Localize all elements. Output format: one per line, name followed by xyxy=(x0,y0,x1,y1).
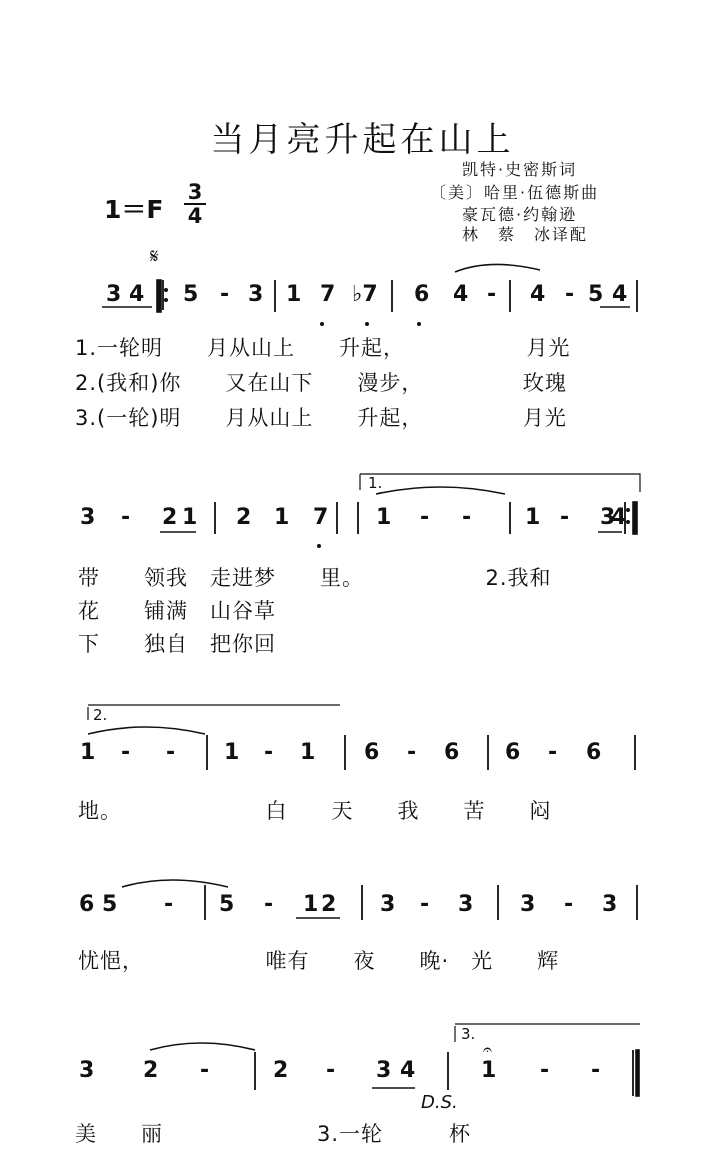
note: 6 xyxy=(414,282,430,307)
note: 1 xyxy=(80,740,96,765)
volta-2: 2. xyxy=(93,706,108,724)
note: - xyxy=(264,892,274,917)
note: - xyxy=(548,740,558,765)
note: 3 xyxy=(380,892,396,917)
note: 4 xyxy=(453,282,469,307)
note: 1 xyxy=(300,740,316,765)
lyric-line-5: 美 丽 3.一轮 杯 xyxy=(75,1122,472,1146)
note: - xyxy=(591,1058,601,1083)
note: - xyxy=(487,282,497,307)
note: 7 xyxy=(320,282,336,307)
note: 3 xyxy=(376,1058,392,1083)
note: 6 xyxy=(79,892,95,917)
note: 5 xyxy=(102,892,118,917)
note: 6 xyxy=(586,740,602,765)
note: 2 xyxy=(162,505,178,530)
note: 3 xyxy=(520,892,536,917)
meter-top: 3 xyxy=(187,180,203,204)
note: 7 xyxy=(313,505,329,530)
page-title: 当月亮升起在山上 xyxy=(210,120,515,160)
note: - xyxy=(121,740,131,765)
note: 3 xyxy=(600,505,616,530)
note: - xyxy=(121,505,131,530)
note: 3 xyxy=(458,892,474,917)
volta-1: 1. xyxy=(368,474,383,492)
note: - xyxy=(565,282,575,307)
note: - xyxy=(326,1058,336,1083)
segno-mark: 𝄋 xyxy=(150,244,159,268)
note: 1 xyxy=(224,740,240,765)
lyric-line-3: 地。 白 天 我 苦 闷 xyxy=(78,799,552,823)
note: - xyxy=(166,740,176,765)
note: ♭7 xyxy=(352,282,378,307)
note: 4 xyxy=(611,505,627,530)
note: 1 xyxy=(303,892,319,917)
note: - xyxy=(407,740,417,765)
note: - xyxy=(164,892,174,917)
lyric-line-4: 忧悒， 唯有 夜 晚· 光 辉 xyxy=(78,949,560,973)
note: 3 xyxy=(79,1058,95,1083)
lyric-line-1-1: 1.一轮明 月从山上 升起， 月光 xyxy=(75,336,571,360)
note: 5 xyxy=(588,282,604,307)
note: 1 xyxy=(481,1058,497,1083)
note: 3 xyxy=(106,282,122,307)
note: - xyxy=(420,892,430,917)
coda-mark: 𝄐 xyxy=(483,1040,492,1059)
note: 3 xyxy=(602,892,618,917)
note: 5 xyxy=(183,282,199,307)
note: 2 xyxy=(143,1058,159,1083)
note: 1 xyxy=(182,505,198,530)
note: 4 xyxy=(400,1058,416,1083)
note: 3 xyxy=(80,505,96,530)
note: - xyxy=(462,505,472,530)
meter-bottom: 4 xyxy=(187,204,203,228)
lyric-line-1-2: 2.(我和)你 又在山下 漫步， 玫瑰 xyxy=(75,371,567,395)
lyric-line-1-3: 3.(一轮)明 月从山上 升起， 月光 xyxy=(75,406,567,430)
note: - xyxy=(200,1058,210,1083)
lyric-line-2-3: 下 独自 把你回 xyxy=(78,632,276,656)
note: - xyxy=(564,892,574,917)
credit-composer: 〔美〕哈里·伍德斯曲 xyxy=(430,183,600,202)
note: 6 xyxy=(444,740,460,765)
note: 2 xyxy=(236,505,252,530)
lyric-line-2-2: 花 铺满 山谷草 xyxy=(78,599,276,623)
note: 6 xyxy=(364,740,380,765)
note: - xyxy=(540,1058,550,1083)
note: - xyxy=(560,505,570,530)
note: 2 xyxy=(273,1058,289,1083)
volta-3: 3. xyxy=(461,1025,476,1043)
note: 5 xyxy=(219,892,235,917)
note: 1 xyxy=(286,282,302,307)
da-segno: D.S. xyxy=(421,1092,458,1113)
note: 4 xyxy=(530,282,546,307)
note: - xyxy=(220,282,230,307)
lyric-line-2-1: 带 领我 走进梦 里。 2.我和 xyxy=(78,566,552,590)
credit-lyricist: 凯特·史密斯词 xyxy=(462,160,578,179)
note: 1 xyxy=(274,505,290,530)
credit-translator: 林 蔡 冰译配 xyxy=(462,225,589,244)
note: 6 xyxy=(505,740,521,765)
note: 1 xyxy=(525,505,541,530)
key-signature: 1＝F xyxy=(104,195,164,224)
note: - xyxy=(264,740,274,765)
credit-composer-2: 豪瓦德·约翰逊 xyxy=(462,205,578,224)
note: 3 xyxy=(248,282,264,307)
note: 1 xyxy=(376,505,392,530)
note: 4 xyxy=(129,282,145,307)
note: 2 xyxy=(321,892,337,917)
note: 4 xyxy=(612,282,628,307)
note: - xyxy=(420,505,430,530)
